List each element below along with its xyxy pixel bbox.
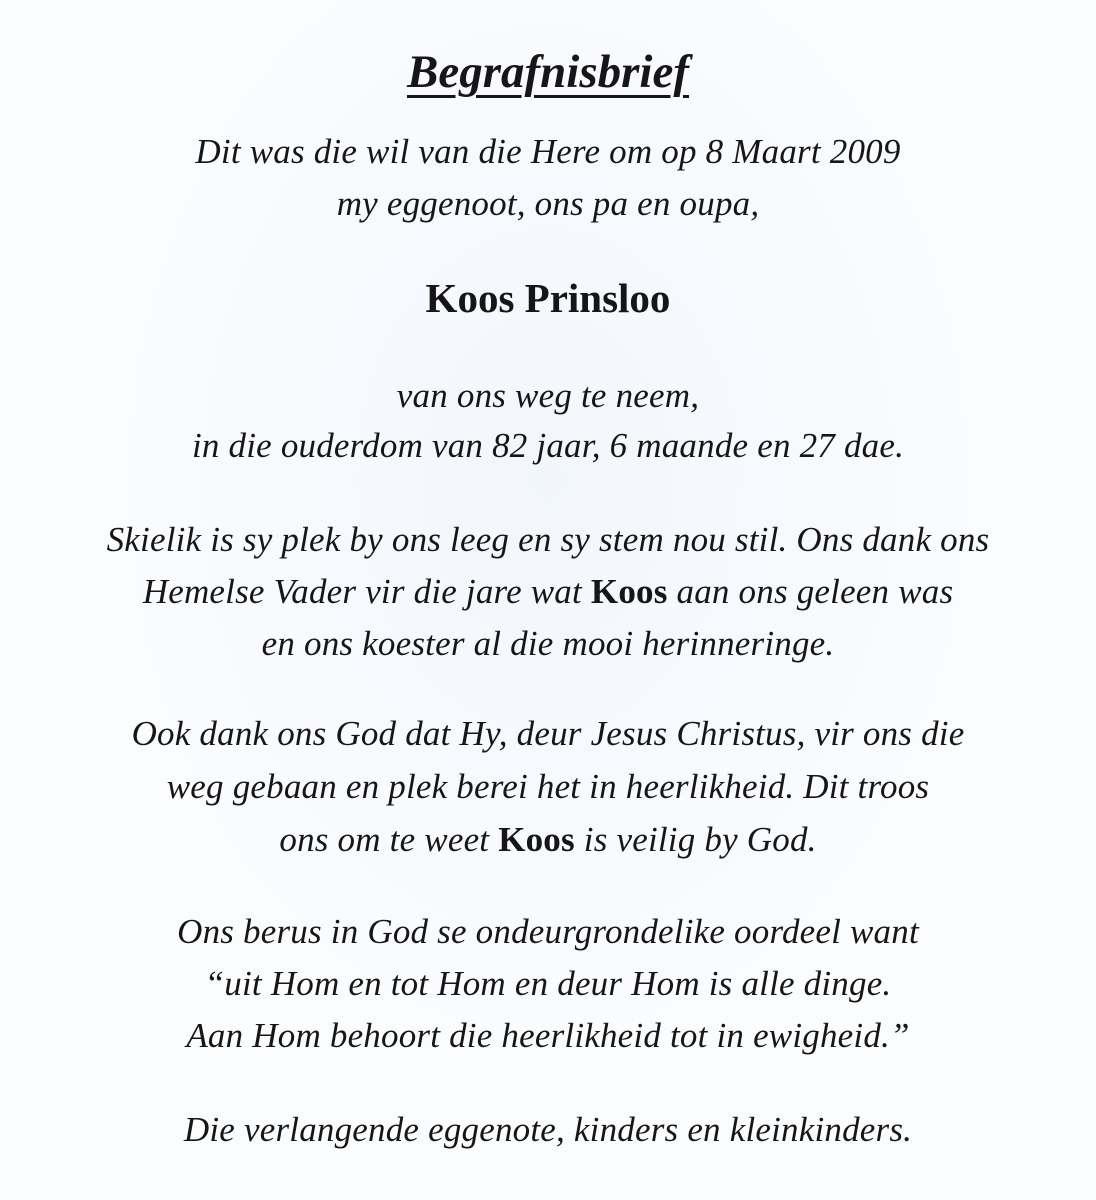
paragraph-1-line-2-end: aan ons geleen was — [667, 572, 954, 611]
closing-line: Die verlangende eggenote, kinders en kleinkinders. — [183, 1110, 913, 1149]
page-title — [0, 42, 1096, 102]
paragraph-1-line-3: en ons koester al die mooi herinneringe. — [261, 624, 835, 663]
intro-line-1: Dit was die wil van die Here om op 8 Maart 2009 — [195, 132, 901, 171]
paragraph-2-line-3 — [0, 818, 1096, 862]
paragraph-1-line-2-start: Hemelse Vader vir die jare wat — [142, 572, 591, 611]
paragraph-2-line-3-start: ons om te weet — [279, 820, 499, 859]
paragraph-3-line-3: Aan Hom behoort die heerlikheid tot in ewigheid.” — [186, 1016, 910, 1055]
page-title-text: Begrafnisbrief — [407, 46, 689, 98]
paragraph-2-line-2: weg gebaan en plek berei het in heerlikheid. Dit troos — [166, 767, 930, 806]
paragraph-2-line-3-end: is veilig by God. — [574, 820, 817, 859]
intro-line-2: my eggenoot, ons pa en oupa, — [336, 184, 760, 223]
paragraph-1-line-2 — [0, 570, 1096, 614]
age-line-2: in die ouderdom van 82 jaar, 6 maande en 27 dae. — [191, 426, 905, 465]
paragraph-3-line-2: “uit Hom en tot Hom en deur Hom is alle dinge. — [204, 964, 892, 1003]
paragraph-1-line-1: Skielik is sy plek by ons leeg en sy stem nou stil. Ons dank ons — [106, 520, 990, 559]
paragraph-2-name: Koos — [498, 820, 575, 859]
paragraph-1-name: Koos — [590, 572, 668, 611]
deceased-name: Koos Prinsloo — [425, 275, 671, 321]
paragraph-2-line-1: Ook dank ons God dat Hy, deur Jesus Christus, vir ons die — [131, 714, 965, 753]
age-line-1: van ons weg te neem, — [396, 376, 700, 415]
paragraph-3-line-1: Ons berus in God se ondeurgrondelike oordeel want — [177, 912, 919, 951]
